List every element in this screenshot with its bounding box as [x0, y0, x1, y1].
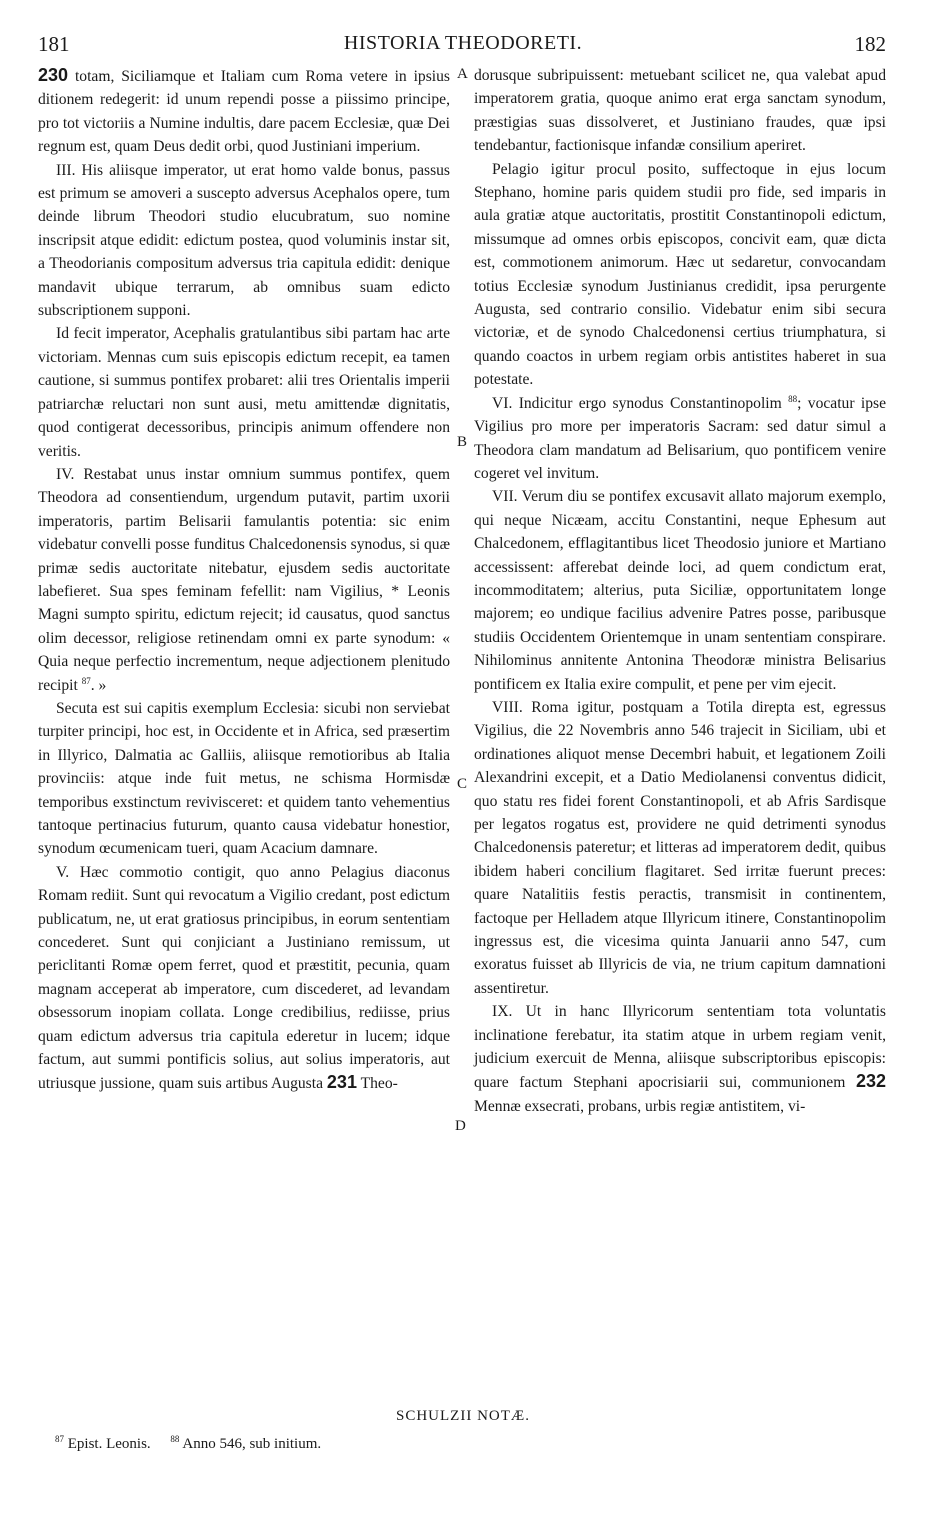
- paragraph: III. His aliisque imperator, ut erat homo valde bonus, passus est primum se amoveri a suscepto adversus Acephalos opere, tum deinde librum Theodori studio elucubratum, suo nomine inscripsit atque edidit: edictum postea, quod voluminis instar sit, a Theodorianis compositum adversus tria capitula edidit: denique mandavit ubique terrarum, ab omnibus suam edicto subscriptionem supponi.: [38, 161, 450, 320]
- footnote-88: [170, 1436, 329, 1452]
- footnote-87: [55, 1436, 159, 1452]
- footnote-text: Anno 546, sub initium.: [182, 1436, 322, 1452]
- footnote-ref: 87: [81, 675, 91, 686]
- paragraph-text: Mennæ exsecrati, probans, urbis regiæ antistitem, vi-: [474, 1097, 806, 1115]
- paragraph-text: totam, Siciliamque et Italiam cum Roma vetere in ipsius ditionem redegerit: id unum rependi posse a piissimo principe, pro tot victoriis a Numine indultis, dare pacem Ecclesiæ, quæ Dei regnum est, quam Deus dedit orbi, quod Justiniani imperium.: [38, 68, 450, 156]
- running-title: HISTORIA THEODORETI.: [343, 32, 583, 54]
- footnote-mark: 88: [170, 1434, 180, 1444]
- paragraph: Secuta est sui capitis exemplum Ecclesia: sicubi non serviebat turpiter principi, hoc est, in Occidente et in Africa, sed præsertim in Illyrico, Dalmatia ac Galliis, aliisque remotioribus ab Italia provinciis: atque inde fuit metus, ne schisma Hormisdæ temporibus exstinctum revivisceret: et quidem tanto vehementius tantoque pertinacius futurum, quanto causa videbatur honestior, synodum œcumenicam tueri, quam Acacium damnare.: [38, 699, 450, 858]
- margin-marker-a: A: [457, 66, 468, 82]
- paragraph: [38, 64, 450, 159]
- paragraph: [38, 463, 450, 697]
- paragraph: dorusque subripuissent: metuebant scilicet ne, qua valebat apud imperatorem gratia, quoque animo erat erga sanctam synodum, præstigias suas dissolveret, et Justiniano fraudes, quæ ipsi tendebantur, factionisque infandæ consilium aperiret.: [474, 67, 886, 155]
- paragraph-text: VI. Indicitur ergo synodus Constantinopolim: [492, 394, 789, 412]
- margin-number: 230: [38, 65, 69, 85]
- paragraph-text: . »: [90, 676, 107, 694]
- right-column: [474, 64, 886, 1118]
- margin-number: 232: [855, 1071, 886, 1092]
- paragraph-text: ; vocatur ipse Vigilius pro more per imperatoris Sacram: sed datur simul a Theodora clam mandatum ad Belisarium, quo pontificem venire cogeret vel invitum.: [474, 394, 886, 482]
- page-number-right: 182: [854, 32, 886, 56]
- paragraph-text: Theo-: [360, 1075, 398, 1093]
- paragraph: Id fecit imperator, Acephalis gratulantibus sibi partam hac arte victoriam. Mennas cum suis episcopis edictum recepit, ea tamen cautione, si summus pontifex probaret: alii tres Orientalis imperii patriarchæ reluctari non sunt ausi, metu amittendæ dignitatis, quod contigerat decessoribus, principis animum offendere non veritis.: [38, 325, 450, 460]
- paragraph: VIII. Roma igitur, postquam a Totila direpta est, egressus Vigilius, die 22 Novembris anno 546 trajecit in Siciliam, ubi et ordinationes aliquot mense Decembri habuit, et legationem Zoili Alexandrini excepit, et a Datio Mediolanensi conventus didicit, quo statu res fidei forent Constantinopoli, et ab Afris Sardisque per legatos rogatus est, providere ne quid detrimenti synodus Chalcedonensis pateretur; et litteras ad imperatorem dedit, quibus ibidem haberi concilium flagitaret. Sed irritæ fuerunt preces: quare Natalitiis festis peractis, transmisit in continentem, factoque per Helladem atque Illyricum itinere, Constantinopolim ingressus est, die vicesima quinta Januarii anno 547, cum exoratus fuisset ab Illyricis de via, ne trium capitum damnationi assentiretur.: [474, 698, 886, 997]
- paragraph-text: IV. Restabat unus instar omnium summus pontifex, quem Theodora ad consentiendum, urgendum putavit, partim uxorii imperatoris, partim Belisarii famulantis potentia: sic enim videbatur convelli posse funditus Chalcedonensis synodus, si quæ primæ sedis auctoritate nitebatur, ejusdem sedis auctoritate labefieret. Sua spes feminam fefellit: nam Vigilius, * Leonis Magni sumpto spiritu, edictum rejecit; id causatus, quod sanctus olim decessor, religiose retinendam omni ex parte synodum: « Quia neque perfectio incrementum, neque adjectionem plenitudo recipit: [38, 465, 450, 694]
- margin-number: 231: [326, 1072, 357, 1093]
- page-number-left: 181: [38, 32, 70, 56]
- paragraph: [38, 861, 450, 1096]
- notes-heading: SCHULZII NOTÆ.: [396, 1408, 530, 1424]
- footnote-mark: 87: [55, 1434, 64, 1444]
- paragraph: [474, 392, 886, 486]
- margin-marker-d: D: [455, 1118, 466, 1134]
- left-column: [38, 64, 450, 1096]
- footnote-ref: 88: [788, 393, 798, 404]
- paragraph-text: V. Hæc commotio contigit, quo anno Pelagius diaconus Romam rediit. Sunt qui revocatum a Vigilio credant, post edictum publicatum, ne, ut erat gratiosus principibus, in eorum sententiam concederet. Sunt qui conjiciant a Justiniano remissum, ut periclitanti Romæ opem ferret, quod et præstitit, pecunia, quam magnam acceperat ab imperatore, cum discederet, ad levandam obsessorum inopiam collata. Longe credibilius, rediisse, prius quam edictum adversus tria capitula ederetur in lucem; idque factum, aut summi pontificis solius, aut solius imperatoris, aut utriusque jussione, quam suis artibus Augusta: [38, 863, 450, 1093]
- margin-marker-b: B: [457, 434, 468, 450]
- paragraph: VII. Verum diu se pontifex excusavit allato majorum exemplo, qui neque Nicæam, accitu Constantini, neque Ephesum aut Chalcedonem, efflagitantibus licet Theodosio juniore et Martiano accessissent: afferebat deinde loci, ad quem condictum erat, incommoditatem; alterius, puta Siciliæ, opportunitatem longe majorem; eo undique facilius advenire Patres posse, paribusque studiis Occidentem Orientemque in unam sententiam conspirare. Nihilominus annitente Antonina Theodoræ ministra Belisarius pontificem ex Italia exire compulit, et pene per vim ejecit.: [474, 488, 886, 693]
- paragraph: [474, 1000, 886, 1118]
- margin-marker-c: C: [457, 776, 468, 792]
- footnotes: [55, 1436, 337, 1453]
- footnote-text: Epist. Leonis.: [67, 1436, 151, 1452]
- paragraph-text: IX. Ut in hanc Illyricorum sententiam tota voluntatis inclinatione ferebatur, ita statim atque in urbem regiam venit, judicium exercuit de Menna, aliisque subscriptoribus episcopis: quare factum Stephani apocrisiarii sui, communionem: [474, 1003, 886, 1092]
- paragraph: Pelagio igitur procul posito, suffectoque in ejus locum Stephano, homine paris quidem studii pro fide, sed imparis in aula gratiæ atque auctoritatis, prostitit Constantinopoli edictum, missumque ad omnes orbis episcopos, concivit eam, quæ dicta est, commotionem animorum. Hæc ut sedaretur, convocandam totius Ecclesiæ synodum Justinianus credidit, ipsa perurgente Augusta, sed contrario consilio. Videbatur enim sibi secura victoriæ, et de synodo Chalcedonensi certius triumphatura, si quando coactos in urbem regiam orbis antistites haberet in sua potestate.: [474, 160, 886, 389]
